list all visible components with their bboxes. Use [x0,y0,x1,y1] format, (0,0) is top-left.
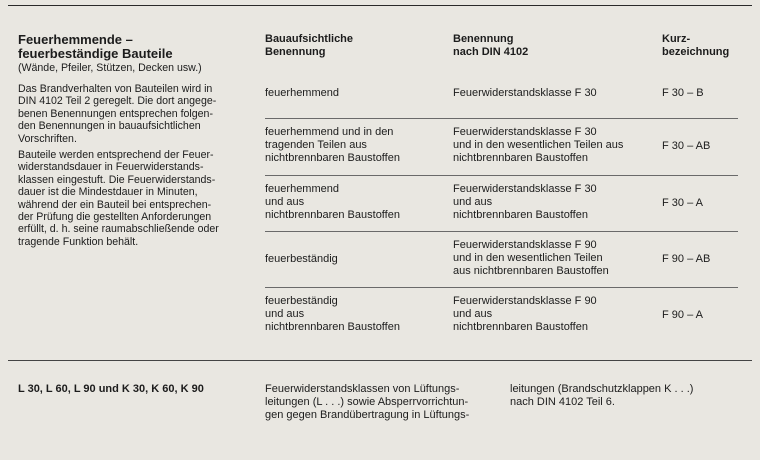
header-line: nach DIN 4102 [453,46,529,58]
cell-line: aus nichtbrennbaren Baustoffen [453,265,609,277]
footer-line: leitungen (L . . .) sowie Absperrvorrichtun- [265,396,469,408]
footer-label: L 30, L 60, L 90 und K 30, K 60, K 90 [18,383,204,395]
intro-column [18,33,250,248]
header-benennung-din [453,33,528,59]
row-divider [265,287,738,288]
intro-paragraph-1 [18,83,250,145]
intro-paragraph-2 [18,149,250,248]
cell-din [453,87,653,100]
footer-line: gen gegen Brandübertragung in Lüftungs- [265,409,470,421]
cell-kurz: F 90 – A [662,309,703,321]
paragraph-line: tragende Funktion behält. [18,235,139,248]
cell-din [453,295,653,334]
row-divider [265,231,738,232]
cell-line: nichtbrennbaren Baustoffen [453,152,588,164]
cell-kurz: F 30 – AB [662,140,711,152]
cell-line: und aus [265,196,305,208]
cell-line: feuerbeständig [265,253,338,265]
header-kurzbezeichnung [662,33,729,59]
row-divider [265,118,738,119]
cell-din [453,239,653,278]
header-bauaufsichtliche-benennung [265,33,353,59]
cell-line: feuerhemmend [265,183,339,195]
paragraph-line: der Prüfung die gestellten Anforderungen [18,211,212,224]
paragraph-line: Das Brandverhalten von Bauteilen wird in [18,83,213,95]
cell-kurz: F 30 – B [662,87,704,99]
paragraph-line: Vorschriften. [18,132,77,145]
paragraph-line: dauer ist die Mindestdauer in Minuten, [18,186,198,199]
cell-line: nichtbrennbaren Baustoffen [265,152,400,164]
cell-line: und in den wesentlichen Teilen aus [453,139,624,151]
footer-line: nach DIN 4102 Teil 6. [510,396,615,408]
paragraph-line: widerstandsdauer in Feuerwiderstands- [18,161,204,174]
cell-line: Feuerwiderstandsklasse F 30 [453,183,597,195]
cell-line: feuerbeständig [265,295,338,307]
section-title-line: Feuerhemmende – [18,32,133,47]
header-line: bezeichnung [662,46,730,58]
cell-line: und aus [265,308,305,320]
header-line: Benennung [453,33,514,45]
paragraph-line: benen Benennungen entsprechen folgen- [18,107,213,120]
cell-line: nichtbrennbaren Baustoffen [265,321,400,333]
cell-din [453,183,653,222]
cell-line: Feuerwiderstandsklasse F 90 [453,295,597,307]
cell-line: feuerhemmend [265,87,339,99]
cell-line: und aus [453,308,493,320]
cell-bauaufsichtlich [265,253,445,266]
cell-din [453,126,653,165]
paragraph-line: während der ein Bauteil bei entsprechen- [18,198,212,211]
footer-line: Feuerwiderstandsklassen von Lüftungs- [265,383,460,395]
header-line: Kurz- [662,33,691,45]
header-line: Bauaufsichtliche [265,33,354,45]
top-rule [8,5,752,6]
footer-line: leitungen (Brandschutzklappen K . . .) [510,383,694,395]
cell-line: nichtbrennbaren Baustoffen [453,321,588,333]
footer-text-right [510,383,738,409]
cell-kurz: F 30 – A [662,197,703,209]
paragraph-line: DIN 4102 Teil 2 geregelt. Die dort angege- [18,95,217,108]
cell-bauaufsichtlich [265,126,445,165]
cell-line: und aus [453,196,493,208]
cell-line: und in den wesentlichen Teilen [453,252,603,264]
cell-kurz: F 90 – AB [662,253,711,265]
section-subtitle: (Wände, Pfeiler, Stützen, Decken usw.) [18,62,202,74]
paragraph-line: Bauteile werden entsprechend der Feuer- [18,149,214,162]
cell-line: Feuerwiderstandsklasse F 30 [453,87,597,99]
cell-line: nichtbrennbaren Baustoffen [265,209,400,221]
cell-line: Feuerwiderstandsklasse F 30 [453,126,597,138]
cell-bauaufsichtlich [265,87,445,100]
paragraph-line: den Benennungen in bauaufsichtlichen [18,120,201,133]
footer-text-left [265,383,495,422]
header-line: Benennung [265,46,326,58]
paragraph-line: klassen eingestuft. Die Feuerwiderstands- [18,173,216,186]
cell-line: tragenden Teilen aus [265,139,367,151]
cell-bauaufsichtlich [265,295,445,334]
cell-line: nichtbrennbaren Baustoffen [453,209,588,221]
section-title-line: feuerbeständige Bauteile [18,46,173,61]
row-divider [265,175,738,176]
footer-rule [8,360,752,361]
paragraph-line: erfüllt, d. h. seine raumabschließende oder [18,223,219,236]
section-title [18,33,250,61]
cell-line: feuerhemmend und in den [265,126,394,138]
cell-bauaufsichtlich [265,183,445,222]
cell-line: Feuerwiderstandsklasse F 90 [453,239,597,251]
